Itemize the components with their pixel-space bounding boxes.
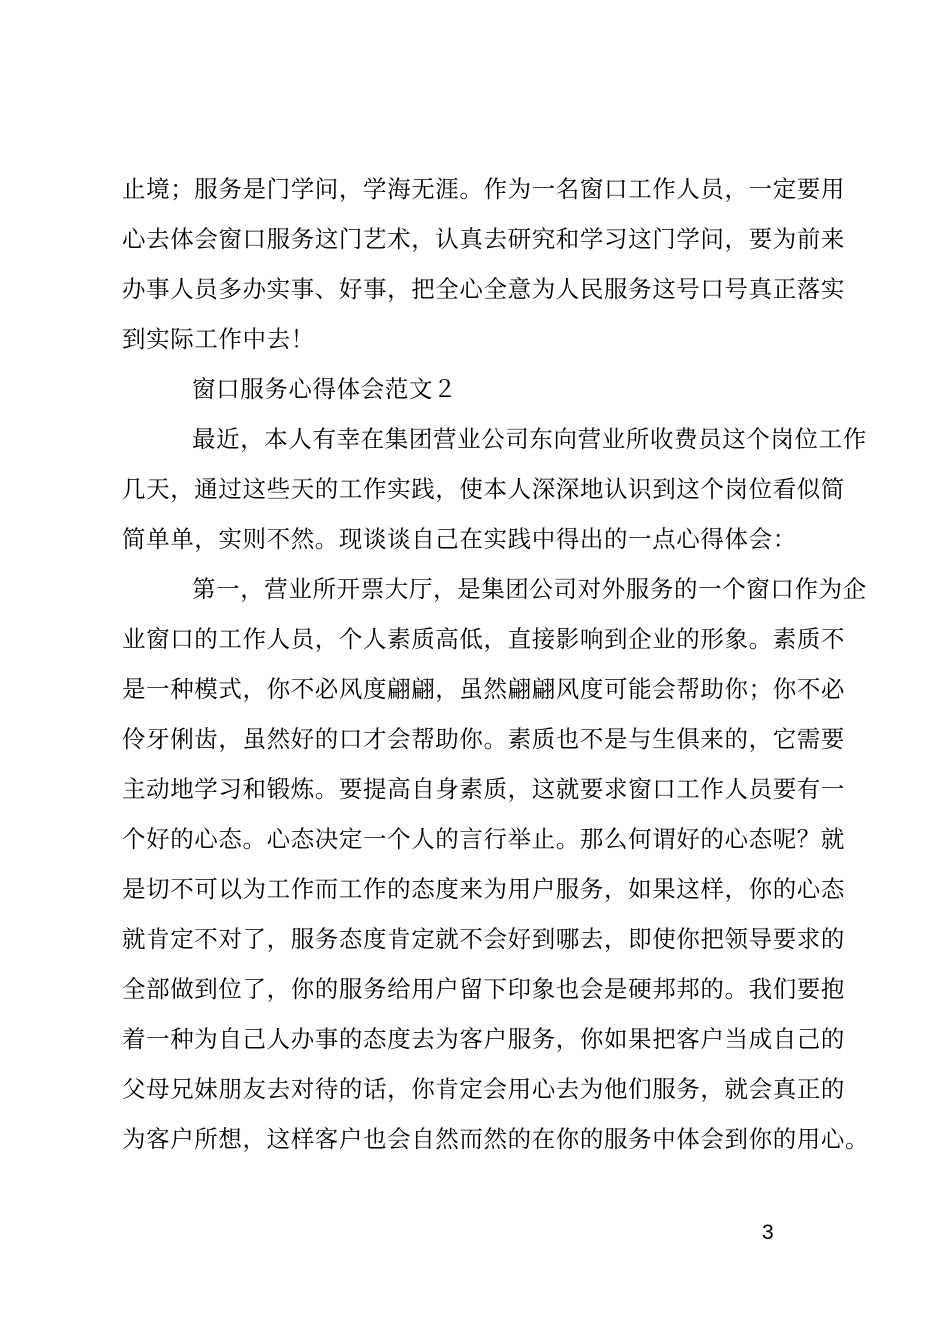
text-line: 为客户所想，这样客户也会自然而然的在你的服务中体会到你的用心。: [122, 1125, 870, 1153]
text-line: 就肯定不对了，服务态度肯定就不会好到哪去，即使你把领导要求的: [122, 925, 845, 953]
text-line: 止境；服务是门学问，学海无涯。作为一名窗口工作人员，一定要用: [122, 175, 845, 203]
text-line: 第一，营业所开票大厅，是集团公司对外服务的一个窗口作为企: [192, 575, 867, 603]
text-line: 是切不可以为工作而工作的态度来为用户服务，如果这样，你的心态: [122, 875, 845, 903]
text-line: 简单单，实则不然。现谈谈自己在实践中得出的一点心得体会：: [122, 525, 797, 553]
text-line: 个好的心态。心态决定一个人的言行举止。那么何谓好的心态呢？就: [122, 825, 845, 853]
text-line: 父母兄妹朋友去对待的话，你肯定会用心去为他们服务，就会真正的: [122, 1075, 845, 1103]
text-line: 业窗口的工作人员，个人素质高低，直接影响到企业的形象。素质不: [122, 625, 845, 653]
text-line: 全部做到位了，你的服务给用户留下印象也会是硬邦邦的。我们要抱: [122, 975, 845, 1003]
text-line: 几天，通过这些天的工作实践，使本人深深地认识到这个岗位看似简: [122, 475, 845, 503]
text-line: 心去体会窗口服务这门艺术，认真去研究和学习这门学问，要为前来: [122, 225, 845, 253]
section-heading: 窗口服务心得体会范文２: [192, 375, 458, 403]
text-line: 着一种为自己人办事的态度去为客户服务，你如果把客户当成自己的: [122, 1025, 845, 1053]
text-line: 最近，本人有幸在集团营业公司东向营业所收费员这个岗位工作: [192, 425, 867, 453]
text-line: 主动地学习和锻炼。要提高自身素质，这就要求窗口工作人员要有一: [122, 775, 845, 803]
text-line: 到实际工作中去！: [122, 325, 315, 353]
text-line: 办事人员多办实事、好事，把全心全意为人民服务这号口号真正落实: [122, 275, 845, 303]
page-number: 3: [762, 1221, 774, 1244]
text-line: 是一种模式，你不必风度翩翩，虽然翩翩风度可能会帮助你；你不必: [122, 675, 845, 703]
text-line: 伶牙俐齿，虽然好的口才会帮助你。素质也不是与生俱来的，它需要: [122, 725, 845, 753]
